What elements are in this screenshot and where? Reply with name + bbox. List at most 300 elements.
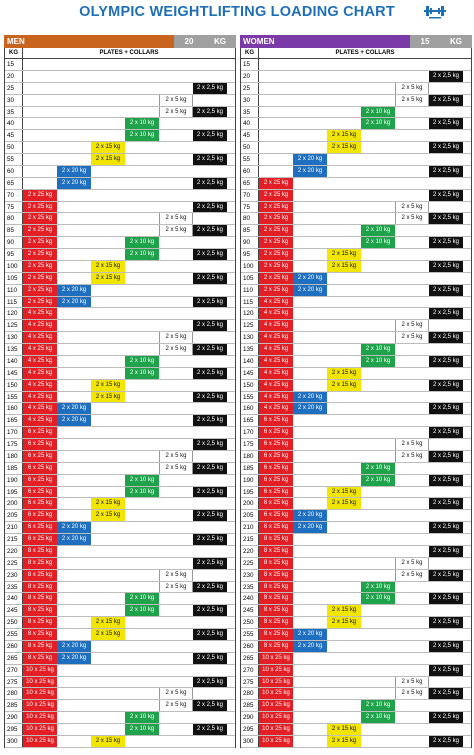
men-plate-red6: 6 x 25 kg (23, 475, 57, 486)
women-plate-yellow: 2 x 15 kg (327, 130, 361, 141)
women-plate-blue: 2 x 20 kg (293, 285, 327, 296)
men-col-kg: KG (5, 48, 23, 58)
men-plate-yellow: 2 x 15 kg (91, 273, 125, 284)
women-plate-black: 2 x 2,5 kg (429, 237, 463, 248)
women-plate-red4: 4 x 25 kg (259, 308, 293, 319)
women-row-weight: 20 (241, 71, 259, 82)
women-plate-red6: 6 x 25 kg (259, 498, 293, 509)
men-plate-red6: 6 x 25 kg (23, 534, 57, 545)
women-plate-white: 2 x 5 kg (395, 202, 429, 213)
women-plate-white: 2 x 5 kg (395, 451, 429, 462)
men-row-weight: 285 (5, 700, 23, 711)
men-row (5, 570, 235, 582)
women-plate-yellow: 2 x 15 kg (327, 380, 361, 391)
women-plate-green: 2 x 10 kg (361, 344, 395, 355)
men-plate-black: 2 x 2,5 kg (193, 202, 227, 213)
women-plate-red6: 6 x 25 kg (259, 439, 293, 450)
men-row (5, 368, 235, 380)
men-row-weight: 50 (5, 142, 23, 153)
women-plate-black: 2 x 2,5 kg (429, 261, 463, 272)
women-row-weight: 215 (241, 534, 259, 545)
men-row-weight: 130 (5, 332, 23, 343)
men-row-weight: 180 (5, 451, 23, 462)
men-plate-red2: 2 x 25 kg (23, 225, 57, 236)
women-plate-red8: 8 x 25 kg (259, 558, 293, 569)
women-plate-red4: 4 x 25 kg (259, 368, 293, 379)
women-row-weight: 160 (241, 403, 259, 414)
men-plate-white: 2 x 5 kg (159, 225, 193, 236)
men-plate-red6: 6 x 25 kg (23, 510, 57, 521)
women-plate-black: 2 x 2,5 kg (429, 546, 463, 557)
women-row (241, 736, 471, 748)
women-plate-red4: 4 x 25 kg (259, 392, 293, 403)
men-column-header (4, 48, 236, 59)
men-row-weight: 15 (5, 59, 23, 70)
women-row (241, 71, 471, 83)
men-plate-black: 2 x 2,5 kg (193, 320, 227, 331)
men-row (5, 558, 235, 570)
men-row (5, 665, 235, 677)
men-plate-black: 2 x 2,5 kg (193, 439, 227, 450)
men-row-weight: 20 (5, 71, 23, 82)
men-row (5, 297, 235, 309)
men-row-weight: 200 (5, 498, 23, 509)
women-plate-black: 2 x 2,5 kg (429, 403, 463, 414)
men-plate-blue: 2 x 20 kg (57, 403, 91, 414)
men-plate-white: 2 x 5 kg (159, 463, 193, 474)
men-plate-red8: 8 x 25 kg (23, 582, 57, 593)
women-plate-red10: 10 x 25 kg (259, 712, 293, 723)
men-row-weight: 250 (5, 617, 23, 628)
women-row (241, 688, 471, 700)
men-plate-red4: 4 x 25 kg (23, 332, 57, 343)
women-plate-red6: 6 x 25 kg (259, 522, 293, 533)
women-row (241, 237, 471, 249)
men-plate-red4: 4 x 25 kg (23, 308, 57, 319)
men-plate-red10: 10 x 25 kg (23, 700, 57, 711)
women-header (240, 35, 472, 48)
women-plate-yellow: 2 x 15 kg (327, 724, 361, 735)
men-row (5, 677, 235, 689)
women-row (241, 439, 471, 451)
men-row-weight: 175 (5, 439, 23, 450)
men-plate-black: 2 x 2,5 kg (193, 629, 227, 640)
women-row-weight: 105 (241, 273, 259, 284)
men-plate-black: 2 x 2,5 kg (193, 83, 227, 94)
men-plate-black: 2 x 2,5 kg (193, 558, 227, 569)
women-column-header (240, 48, 472, 59)
men-plate-red8: 8 x 25 kg (23, 593, 57, 604)
men-plate-blue: 2 x 20 kg (57, 166, 91, 177)
men-row-weight: 260 (5, 641, 23, 652)
women-row-weight: 80 (241, 213, 259, 224)
women-plate-yellow: 2 x 15 kg (327, 368, 361, 379)
women-row (241, 427, 471, 439)
women-plate-red4: 4 x 25 kg (259, 320, 293, 331)
women-row-weight: 45 (241, 130, 259, 141)
women-col-plates: PLATES + COLLARS (335, 50, 395, 56)
women-table (240, 59, 472, 748)
women-row (241, 712, 471, 724)
women-row (241, 392, 471, 404)
women-row-weight: 225 (241, 558, 259, 569)
men-plate-blue: 2 x 20 kg (57, 297, 91, 308)
men-plate-red4: 4 x 25 kg (23, 415, 57, 426)
women-plate-red6: 6 x 25 kg (259, 463, 293, 474)
women-row-weight: 155 (241, 392, 259, 403)
women-plate-black: 2 x 2,5 kg (429, 712, 463, 723)
men-plate-red2: 2 x 25 kg (23, 190, 57, 201)
men-plate-white: 2 x 5 kg (159, 570, 193, 581)
men-plate-green: 2 x 10 kg (125, 724, 159, 735)
women-plate-blue: 2 x 20 kg (293, 154, 327, 165)
men-row-weight: 85 (5, 225, 23, 236)
women-row (241, 415, 471, 427)
men-row-weight: 115 (5, 297, 23, 308)
men-row-weight: 120 (5, 308, 23, 319)
men-row-weight: 270 (5, 665, 23, 676)
men-plate-black: 2 x 2,5 kg (193, 178, 227, 189)
women-plate-blue: 2 x 20 kg (293, 166, 327, 177)
women-plate-black: 2 x 2,5 kg (429, 332, 463, 343)
women-row (241, 320, 471, 332)
men-row (5, 403, 235, 415)
women-plate-black: 2 x 2,5 kg (429, 475, 463, 486)
men-row (5, 285, 235, 297)
women-plate-red4: 4 x 25 kg (259, 403, 293, 414)
men-row (5, 700, 235, 712)
men-plate-yellow: 2 x 15 kg (91, 261, 125, 272)
women-plate-blue: 2 x 20 kg (293, 392, 327, 403)
men-plate-green: 2 x 10 kg (125, 356, 159, 367)
women-plate-red2: 2 x 25 kg (259, 178, 293, 189)
women-plate-green: 2 x 10 kg (361, 237, 395, 248)
women-plate-yellow: 2 x 15 kg (327, 249, 361, 260)
women-row (241, 261, 471, 273)
women-row (241, 308, 471, 320)
women-row-weight: 40 (241, 118, 259, 129)
men-plate-green: 2 x 10 kg (125, 487, 159, 498)
women-plate-red2: 2 x 25 kg (259, 190, 293, 201)
women-row (241, 558, 471, 570)
men-plate-yellow: 2 x 15 kg (91, 736, 125, 747)
women-row-weight: 200 (241, 498, 259, 509)
women-row-weight: 15 (241, 59, 259, 70)
women-row (241, 344, 471, 356)
men-plate-green: 2 x 10 kg (125, 368, 159, 379)
men-row (5, 653, 235, 665)
women-plate-red4: 4 x 25 kg (259, 380, 293, 391)
women-row (241, 403, 471, 415)
women-plate-blue: 2 x 20 kg (293, 510, 327, 521)
women-row (241, 475, 471, 487)
women-row (241, 202, 471, 214)
men-row-weight: 210 (5, 522, 23, 533)
men-plate-black: 2 x 2,5 kg (193, 534, 227, 545)
women-plate-yellow: 2 x 15 kg (327, 605, 361, 616)
men-plate-red6: 6 x 25 kg (23, 522, 57, 533)
men-row-weight: 140 (5, 356, 23, 367)
women-row-weight: 195 (241, 487, 259, 498)
men-plate-black: 2 x 2,5 kg (193, 582, 227, 593)
women-plate-green: 2 x 10 kg (361, 463, 395, 474)
men-row (5, 380, 235, 392)
men-row-weight: 60 (5, 166, 23, 177)
men-plate-red4: 4 x 25 kg (23, 344, 57, 355)
women-plate-red6: 6 x 25 kg (259, 415, 293, 426)
women-plate-black: 2 x 2,5 kg (429, 593, 463, 604)
women-plate-black: 2 x 2,5 kg (429, 570, 463, 581)
women-plate-red8: 8 x 25 kg (259, 546, 293, 557)
women-plate-blue: 2 x 20 kg (293, 629, 327, 640)
men-plate-yellow: 2 x 15 kg (91, 629, 125, 640)
men-plate-red6: 6 x 25 kg (23, 498, 57, 509)
men-plate-red10: 10 x 25 kg (23, 736, 57, 747)
women-plate-black: 2 x 2,5 kg (429, 142, 463, 153)
women-plate-red6: 6 x 25 kg (259, 487, 293, 498)
men-plate-black: 2 x 2,5 kg (193, 130, 227, 141)
men-row (5, 166, 235, 178)
women-row-weight: 150 (241, 380, 259, 391)
women-row-weight: 300 (241, 736, 259, 747)
men-plate-black: 2 x 2,5 kg (193, 273, 227, 284)
men-plate-yellow: 2 x 15 kg (91, 380, 125, 391)
men-plate-black: 2 x 2,5 kg (193, 510, 227, 521)
women-plate-black: 2 x 2,5 kg (429, 213, 463, 224)
women-plate-blue: 2 x 20 kg (293, 403, 327, 414)
men-row (5, 534, 235, 546)
women-plate-blue: 2 x 20 kg (293, 522, 327, 533)
men-row (5, 605, 235, 617)
women-row (241, 534, 471, 546)
women-plate-green: 2 x 10 kg (361, 593, 395, 604)
women-row-weight: 170 (241, 427, 259, 438)
women-row-weight: 255 (241, 629, 259, 640)
women-plate-white: 2 x 5 kg (395, 439, 429, 450)
women-plate-red6: 6 x 25 kg (259, 451, 293, 462)
women-row-weight: 175 (241, 439, 259, 450)
women-plate-black: 2 x 2,5 kg (429, 308, 463, 319)
women-plate-red10: 10 x 25 kg (259, 736, 293, 747)
women-plate-black: 2 x 2,5 kg (429, 380, 463, 391)
men-row-weight: 155 (5, 392, 23, 403)
women-plate-black: 2 x 2,5 kg (429, 641, 463, 652)
women-row (241, 273, 471, 285)
women-row-weight: 100 (241, 261, 259, 272)
men-plate-red4: 4 x 25 kg (23, 403, 57, 414)
women-plate-blue: 2 x 20 kg (293, 273, 327, 284)
women-plate-black: 2 x 2,5 kg (429, 451, 463, 462)
women-row-weight: 115 (241, 297, 259, 308)
women-row (241, 617, 471, 629)
men-row-weight: 165 (5, 415, 23, 426)
women-row-weight: 90 (241, 237, 259, 248)
men-plate-blue: 2 x 20 kg (57, 285, 91, 296)
women-row-weight: 185 (241, 463, 259, 474)
women-row-weight: 245 (241, 605, 259, 616)
men-plate-green: 2 x 10 kg (125, 605, 159, 616)
women-plate-black: 2 x 2,5 kg (429, 498, 463, 509)
women-plate-red4: 4 x 25 kg (259, 332, 293, 343)
women-plate-red2: 2 x 25 kg (259, 285, 293, 296)
women-row-weight: 30 (241, 95, 259, 106)
men-plate-yellow: 2 x 15 kg (91, 154, 125, 165)
women-plate-yellow: 2 x 15 kg (327, 617, 361, 628)
women-plate-white: 2 x 5 kg (395, 320, 429, 331)
men-row-weight: 290 (5, 712, 23, 723)
men-row (5, 261, 235, 273)
men-row-weight: 100 (5, 261, 23, 272)
women-plate-red2: 2 x 25 kg (259, 273, 293, 284)
women-plate-green: 2 x 10 kg (361, 225, 395, 236)
men-row-weight: 295 (5, 724, 23, 735)
men-row-weight: 35 (5, 107, 23, 118)
men-plate-black: 2 x 2,5 kg (193, 605, 227, 616)
women-plate-red2: 2 x 25 kg (259, 261, 293, 272)
women-plate-blue: 2 x 20 kg (293, 641, 327, 652)
men-plate-red2: 2 x 25 kg (23, 249, 57, 260)
men-col-plates: PLATES + COLLARS (99, 50, 159, 56)
women-row (241, 641, 471, 653)
men-row (5, 202, 235, 214)
men-unit: KG (204, 35, 236, 48)
men-plate-red8: 8 x 25 kg (23, 641, 57, 652)
men-plate-red2: 2 x 25 kg (23, 297, 57, 308)
men-plate-blue: 2 x 20 kg (57, 653, 91, 664)
women-row (241, 213, 471, 225)
men-row-weight: 25 (5, 83, 23, 94)
men-plate-red2: 2 x 25 kg (23, 202, 57, 213)
women-plate-white: 2 x 5 kg (395, 688, 429, 699)
men-row (5, 475, 235, 487)
women-row-weight: 230 (241, 570, 259, 581)
women-row-weight: 270 (241, 665, 259, 676)
women-plate-white: 2 x 5 kg (395, 570, 429, 581)
men-plate-black: 2 x 2,5 kg (193, 368, 227, 379)
men-row-weight: 55 (5, 154, 23, 165)
women-plate-black: 2 x 2,5 kg (429, 688, 463, 699)
men-row-weight: 195 (5, 487, 23, 498)
men-row (5, 344, 235, 356)
women-plate-red8: 8 x 25 kg (259, 629, 293, 640)
women-row (241, 665, 471, 677)
men-row (5, 546, 235, 558)
women-row-weight: 290 (241, 712, 259, 723)
men-row-weight: 265 (5, 653, 23, 664)
women-plate-green: 2 x 10 kg (361, 700, 395, 711)
men-plate-red2: 2 x 25 kg (23, 273, 57, 284)
men-plate-black: 2 x 2,5 kg (193, 653, 227, 664)
women-plate-green: 2 x 10 kg (361, 356, 395, 367)
men-row (5, 249, 235, 261)
men-row (5, 451, 235, 463)
women-row-weight: 285 (241, 700, 259, 711)
women-plate-yellow: 2 x 15 kg (327, 142, 361, 153)
women-col-kg: KG (241, 48, 259, 58)
women-plate-black: 2 x 2,5 kg (429, 285, 463, 296)
women-row (241, 356, 471, 368)
men-row-weight: 145 (5, 368, 23, 379)
women-unit: KG (440, 35, 472, 48)
men-plate-yellow: 2 x 15 kg (91, 392, 125, 403)
women-row (241, 225, 471, 237)
women-row (241, 700, 471, 712)
men-plate-red6: 6 x 25 kg (23, 439, 57, 450)
men-row (5, 356, 235, 368)
women-row (241, 95, 471, 107)
men-plate-red6: 6 x 25 kg (23, 487, 57, 498)
women-plate-red8: 8 x 25 kg (259, 570, 293, 581)
women-row-weight: 235 (241, 582, 259, 593)
women-plate-red10: 10 x 25 kg (259, 677, 293, 688)
women-row-weight: 205 (241, 510, 259, 521)
women-plate-white: 2 x 5 kg (395, 95, 429, 106)
women-row-weight: 140 (241, 356, 259, 367)
women-row-weight: 50 (241, 142, 259, 153)
men-row (5, 142, 235, 154)
women-plate-white: 2 x 5 kg (395, 83, 429, 94)
women-row (241, 380, 471, 392)
men-plate-black: 2 x 2,5 kg (193, 724, 227, 735)
men-plate-black: 2 x 2,5 kg (193, 249, 227, 260)
men-plate-black: 2 x 2,5 kg (193, 107, 227, 118)
men-row-weight: 45 (5, 130, 23, 141)
men-plate-black: 2 x 2,5 kg (193, 392, 227, 403)
women-row (241, 451, 471, 463)
women-row-weight: 95 (241, 249, 259, 260)
men-plate-yellow: 2 x 15 kg (91, 498, 125, 509)
women-plate-red4: 4 x 25 kg (259, 297, 293, 308)
women-plate-yellow: 2 x 15 kg (327, 498, 361, 509)
men-row-weight: 205 (5, 510, 23, 521)
women-plate-red10: 10 x 25 kg (259, 700, 293, 711)
women-row (241, 107, 471, 119)
men-row-weight: 280 (5, 688, 23, 699)
men-plate-red4: 4 x 25 kg (23, 392, 57, 403)
women-plate-black: 2 x 2,5 kg (429, 71, 463, 82)
men-plate-red8: 8 x 25 kg (23, 629, 57, 640)
men-row (5, 629, 235, 641)
men-row-weight: 75 (5, 202, 23, 213)
women-row-weight: 190 (241, 475, 259, 486)
men-row (5, 273, 235, 285)
men-plate-red6: 6 x 25 kg (23, 427, 57, 438)
women-row (241, 178, 471, 190)
women-plate-red2: 2 x 25 kg (259, 249, 293, 260)
men-bar-weight: 20 (174, 35, 204, 48)
women-row (241, 332, 471, 344)
women-plate-red10: 10 x 25 kg (259, 688, 293, 699)
men-row (5, 320, 235, 332)
men-plate-black: 2 x 2,5 kg (193, 677, 227, 688)
men-table (4, 59, 236, 748)
women-label: WOMEN (240, 35, 410, 48)
women-plate-green: 2 x 10 kg (361, 582, 395, 593)
men-plate-white: 2 x 5 kg (159, 107, 193, 118)
men-plate-green: 2 x 10 kg (125, 118, 159, 129)
women-row (241, 522, 471, 534)
women-row (241, 582, 471, 594)
men-plate-blue: 2 x 20 kg (57, 641, 91, 652)
women-plate-red2: 2 x 25 kg (259, 225, 293, 236)
men-row (5, 213, 235, 225)
men-row-weight: 235 (5, 582, 23, 593)
women-row-weight: 60 (241, 166, 259, 177)
women-row-weight: 260 (241, 641, 259, 652)
men-plate-black: 2 x 2,5 kg (193, 463, 227, 474)
women-row-weight: 280 (241, 688, 259, 699)
women-plate-red8: 8 x 25 kg (259, 605, 293, 616)
